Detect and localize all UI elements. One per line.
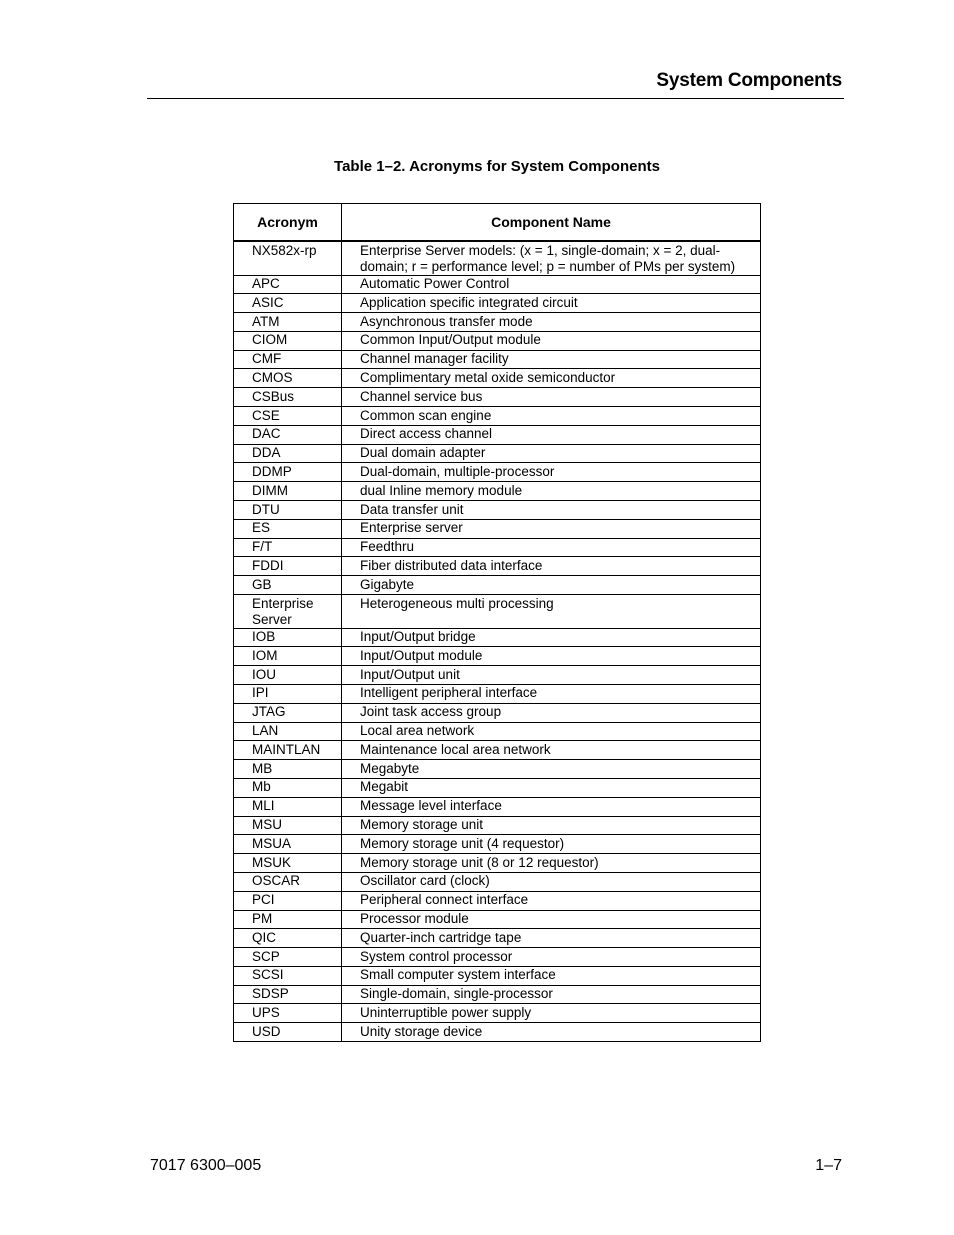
table-row [234, 966, 761, 985]
component-name-cell: Message level interface [342, 797, 761, 816]
table-row [234, 538, 761, 557]
table-row [234, 557, 761, 576]
acronym-cell: MSUK [234, 854, 342, 873]
component-name-cell: Feedthru [342, 538, 761, 557]
component-name-cell: Common scan engine [342, 407, 761, 426]
component-name-cell: Peripheral connect interface [342, 891, 761, 910]
table-row [234, 948, 761, 967]
table-row [234, 463, 761, 482]
acronym-cell: SCP [234, 948, 342, 967]
component-name-cell: Data transfer unit [342, 501, 761, 520]
acronym-cell: UPS [234, 1004, 342, 1023]
component-name-cell: Input/Output bridge [342, 628, 761, 647]
acronym-cell: CMOS [234, 369, 342, 388]
acronym-cell: QIC [234, 929, 342, 948]
table-caption: Table 1–2. Acronyms for System Components [334, 158, 660, 175]
component-name-cell: Unity storage device [342, 1023, 761, 1042]
acronym-cell: IPI [234, 684, 342, 703]
component-name-cell: Single-domain, single-processor [342, 985, 761, 1004]
component-name-cell: Maintenance local area network [342, 741, 761, 760]
acronym-cell: IOB [234, 628, 342, 647]
table-row [234, 388, 761, 407]
component-name-cell: Fiber distributed data interface [342, 557, 761, 576]
table-row [234, 722, 761, 741]
component-name-cell: Processor module [342, 910, 761, 929]
acronym-cell: MLI [234, 797, 342, 816]
table-row [234, 647, 761, 666]
component-name-cell: Enterprise Server models: (x = 1, single-domain; x = 2, dual-domain; r = performance level; p = number of PMs per system) [342, 241, 761, 275]
acronym-cell: NX582x-rp [234, 241, 342, 275]
component-name-cell: Uninterruptible power supply [342, 1004, 761, 1023]
table-row [234, 275, 761, 294]
acronym-cell: CSBus [234, 388, 342, 407]
page-header-title: System Components [656, 70, 842, 91]
component-name-cell: Input/Output module [342, 647, 761, 666]
component-name-cell: Channel manager facility [342, 350, 761, 369]
component-name-cell: Common Input/Output module [342, 331, 761, 350]
acronym-cell: DIMM [234, 482, 342, 501]
acronym-cell: DDMP [234, 463, 342, 482]
component-name-cell: Direct access channel [342, 425, 761, 444]
table-row [234, 350, 761, 369]
acronym-cell: CSE [234, 407, 342, 426]
acronym-cell: MB [234, 760, 342, 779]
table-row [234, 985, 761, 1004]
acronym-cell: ATM [234, 313, 342, 332]
acronym-cell: MAINTLAN [234, 741, 342, 760]
table-row [234, 425, 761, 444]
component-name-cell: Memory storage unit (8 or 12 requestor) [342, 854, 761, 873]
table-row [234, 929, 761, 948]
acronym-cell: CMF [234, 350, 342, 369]
table-row [234, 595, 761, 629]
table-row [234, 797, 761, 816]
column-header-acronym: Acronym [234, 204, 342, 242]
table-row [234, 331, 761, 350]
table-body [234, 241, 761, 1042]
component-name-cell: Megabyte [342, 760, 761, 779]
acronym-cell: PM [234, 910, 342, 929]
table-row [234, 241, 761, 275]
table-row [234, 482, 761, 501]
acronym-cell: PCI [234, 891, 342, 910]
acronyms-table [233, 203, 761, 1042]
acronym-cell: GB [234, 576, 342, 595]
component-name-cell: Local area network [342, 722, 761, 741]
component-name-cell: Heterogeneous multi processing [342, 595, 761, 629]
component-name-cell: Gigabyte [342, 576, 761, 595]
component-name-cell: Intelligent peripheral interface [342, 684, 761, 703]
table-row [234, 816, 761, 835]
component-name-cell: dual Inline memory module [342, 482, 761, 501]
component-name-cell: Input/Output unit [342, 666, 761, 685]
table-row [234, 891, 761, 910]
acronym-cell: MSU [234, 816, 342, 835]
table-row [234, 760, 761, 779]
acronym-cell: JTAG [234, 703, 342, 722]
acronym-cell: FDDI [234, 557, 342, 576]
component-name-cell: Asynchronous transfer mode [342, 313, 761, 332]
acronym-cell: OSCAR [234, 872, 342, 891]
component-name-cell: Memory storage unit [342, 816, 761, 835]
table-row [234, 854, 761, 873]
table-row [234, 628, 761, 647]
table-row [234, 684, 761, 703]
acronym-cell: MSUA [234, 835, 342, 854]
table-row [234, 501, 761, 520]
acronym-cell: SCSI [234, 966, 342, 985]
column-header-component-name: Component Name [342, 204, 761, 242]
acronym-cell: LAN [234, 722, 342, 741]
table-row [234, 778, 761, 797]
acronym-cell: ES [234, 519, 342, 538]
component-name-cell: Quarter-inch cartridge tape [342, 929, 761, 948]
page-number: 1–7 [815, 1157, 842, 1174]
table-row [234, 703, 761, 722]
acronym-cell: DAC [234, 425, 342, 444]
component-name-cell: Megabit [342, 778, 761, 797]
component-name-cell: Oscillator card (clock) [342, 872, 761, 891]
header-divider [147, 98, 844, 99]
component-name-cell: Enterprise server [342, 519, 761, 538]
acronym-cell: DDA [234, 444, 342, 463]
acronym-cell: IOM [234, 647, 342, 666]
document-number: 7017 6300–005 [150, 1157, 262, 1174]
table-row [234, 872, 761, 891]
table-row [234, 576, 761, 595]
component-name-cell: Memory storage unit (4 requestor) [342, 835, 761, 854]
component-name-cell: Small computer system interface [342, 966, 761, 985]
component-name-cell: Dual-domain, multiple-processor [342, 463, 761, 482]
acronym-cell: CIOM [234, 331, 342, 350]
acronym-cell: Mb [234, 778, 342, 797]
table-header-row [234, 204, 761, 242]
table-row [234, 666, 761, 685]
component-name-cell: Joint task access group [342, 703, 761, 722]
acronym-cell: Enterprise Server [234, 595, 342, 629]
table-row [234, 313, 761, 332]
component-name-cell: Automatic Power Control [342, 275, 761, 294]
acronym-cell: APC [234, 275, 342, 294]
table-row [234, 444, 761, 463]
table-row [234, 519, 761, 538]
table-row [234, 910, 761, 929]
table-row [234, 369, 761, 388]
component-name-cell: Complimentary metal oxide semiconductor [342, 369, 761, 388]
acronym-cell: ASIC [234, 294, 342, 313]
acronym-cell: USD [234, 1023, 342, 1042]
table-row [234, 407, 761, 426]
table-row [234, 1023, 761, 1042]
component-name-cell: System control processor [342, 948, 761, 967]
component-name-cell: Channel service bus [342, 388, 761, 407]
acronym-cell: SDSP [234, 985, 342, 1004]
table-row [234, 741, 761, 760]
table-row [234, 1004, 761, 1023]
component-name-cell: Dual domain adapter [342, 444, 761, 463]
component-name-cell: Application specific integrated circuit [342, 294, 761, 313]
table-row [234, 835, 761, 854]
acronym-cell: DTU [234, 501, 342, 520]
acronym-cell: IOU [234, 666, 342, 685]
acronym-cell: F/T [234, 538, 342, 557]
table-row [234, 294, 761, 313]
